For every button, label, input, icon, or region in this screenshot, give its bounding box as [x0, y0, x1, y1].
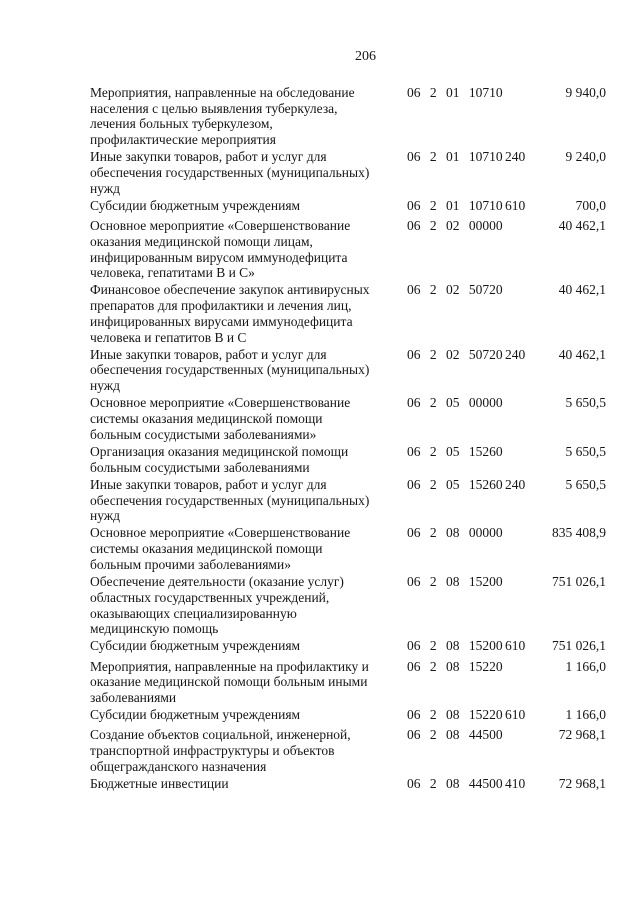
row-amount: 40 462,1: [558, 282, 606, 298]
row-code: 06 2 08 15200: [407, 574, 503, 590]
row-description: Основное мероприятие «Совершенствование системы оказания медицинской помощи больным прочими заболеваниями»: [90, 525, 351, 572]
row-description: Бюджетные инвестиции: [90, 776, 229, 792]
row-code: 06 2 08 15220: [407, 658, 503, 674]
row-expense-type: 240: [505, 346, 526, 362]
table-row: [90, 395, 610, 442]
row-amount: 5 650,5: [565, 443, 606, 459]
table-row: [90, 444, 610, 475]
row-expense-type: 610: [505, 707, 526, 723]
row-amount: 5 650,5: [565, 395, 606, 411]
row-code: 06 2 05 15260: [407, 476, 503, 492]
table-row: [90, 776, 610, 795]
row-description: Обеспечение деятельности (оказание услуг) областных государственных учреждений, оказывающих специализированную медицинскую помощь: [90, 574, 344, 637]
row-code: 06 2 01 10710: [407, 85, 503, 100]
row-amount: 9 940,0: [565, 85, 606, 100]
row-code: 06 2 05 00000: [407, 395, 503, 411]
budget-table: [90, 85, 610, 796]
row-amount: 5 650,5: [565, 476, 606, 492]
table-row: [90, 85, 610, 148]
row-description: Основное мероприятие «Совершенствование системы оказания медицинской помощи больным сосудистыми заболеваниями»: [90, 395, 351, 442]
row-amount: 835 408,9: [552, 525, 606, 541]
row-amount: 700,0: [575, 197, 606, 213]
row-expense-type: 240: [505, 476, 526, 492]
row-code: 06 2 08 00000: [407, 525, 503, 541]
table-row: [90, 727, 610, 774]
row-expense-type: 610: [505, 638, 526, 654]
page-number: 206: [355, 49, 376, 64]
table-row: [90, 198, 610, 217]
row-description: Финансовое обеспечение закупок антивирусных препаратов для профилактики и лечения лиц, инфицированных вирусами иммунодефицита человека и гепатитов В и С: [90, 282, 370, 345]
row-amount: 1 166,0: [565, 658, 606, 674]
row-amount: 751 026,1: [552, 574, 606, 590]
row-code: 06 2 08 15200: [407, 638, 503, 654]
row-amount: 40 462,1: [558, 218, 606, 234]
row-amount: 1 166,0: [565, 707, 606, 723]
row-code: 06 2 08 44500: [407, 727, 503, 743]
row-description: Субсидии бюджетным учреждениям: [90, 638, 301, 654]
row-code: 06 2 08 15220: [407, 707, 503, 723]
row-amount: 40 462,1: [558, 346, 606, 362]
row-expense-type: 610: [505, 197, 526, 213]
row-description: Мероприятия, направленные на обследование населения с целью выявления туберкулеза, лечения больных туберкулезом, профилактические мероприятия: [90, 85, 355, 148]
table-row: [90, 525, 610, 572]
table-row: [90, 149, 610, 196]
row-description: Иные закупки товаров, работ и услуг для обеспечения государственных (муниципальных) нужд: [90, 476, 370, 524]
row-code: 06 2 02 50720: [407, 282, 503, 298]
table-row: [90, 638, 610, 657]
row-expense-type: 410: [505, 776, 526, 792]
row-description: Субсидии бюджетным учреждениям: [90, 707, 301, 723]
table-row: [90, 574, 610, 637]
row-amount: 9 240,0: [565, 149, 606, 165]
row-amount: 751 026,1: [552, 638, 606, 654]
row-description: Иные закупки товаров, работ и услуг для обеспечения государственных (муниципальных) нужд: [90, 149, 370, 196]
table-row: [90, 659, 610, 706]
row-code: 06 2 08 44500: [407, 776, 503, 792]
row-description: Организация оказания медицинской помощи больным сосудистыми заболеваниями: [90, 443, 349, 475]
row-code: 06 2 02 00000: [407, 218, 503, 234]
table-row: [90, 347, 610, 394]
table-row: [90, 282, 610, 345]
row-expense-type: 240: [505, 149, 526, 165]
row-amount: 72 968,1: [558, 776, 606, 792]
row-description: Создание объектов социальной, инженерной, транспортной инфраструктуры и объектов общегражданского назначения: [90, 727, 351, 774]
row-code: 06 2 01 10710: [407, 197, 503, 213]
row-amount: 72 968,1: [558, 727, 606, 743]
table-row: [90, 707, 610, 726]
table-row: [90, 218, 610, 281]
row-description: Мероприятия, направленные на профилактику и оказание медицинской помощи больным иными заболеваниями: [90, 658, 369, 706]
row-code: 06 2 02 50720: [407, 346, 503, 362]
row-description: Основное мероприятие «Совершенствование оказания медицинской помощи лицам, инфицированным вирусом иммунодефицита человека, гепатитами В и С»: [90, 218, 351, 281]
row-code: 06 2 01 10710: [407, 149, 503, 165]
row-description: Субсидии бюджетным учреждениям: [90, 197, 301, 213]
row-description: Иные закупки товаров, работ и услуг для обеспечения государственных (муниципальных) нужд: [90, 346, 370, 394]
table-row: [90, 477, 610, 524]
row-code: 06 2 05 15260: [407, 443, 503, 459]
